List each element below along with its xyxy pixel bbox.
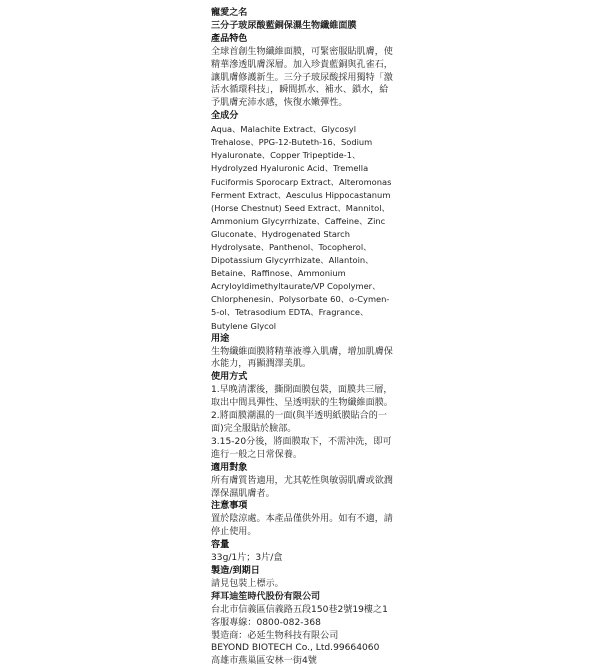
ingredients-text: Aqua、Malachite Extract、Glycosyl Trehalose、PPG-12-Buteth-16、Sodium Hyaluronate、Copper Tripeptide-1、Hydrolyzed Hyaluronic Acid、Tremella Fuciformis Sporocarp Extract、Alteromonas Ferment Extract、Aesculus Hippocastanum (Horse Chestnut) Seed Extract、Mannitol、Ammonium Glycyrrhizate、Caffeine、Zinc Gluconate、Hydrogenated Starch Hydrolysate、Panthenol、Tocopherol、Dipotassium Glycyrrhizate、Allantoin、Betaine、Raffinose、Ammonium Acryloyldimethyltaurate/VP Copolymer、Chlorphenesin、Polysorbate 60、o-Cymen-5-ol、Tetrasodium EDTA、Fragrance、Butylene Glycol bbox=[211, 124, 392, 331]
suitable-heading: 適用對象 bbox=[211, 462, 248, 473]
company-address: 台北市信義區信義路五段150巷2號19樓之1 bbox=[211, 604, 388, 615]
manufacturer-address: 高雄市燕巢區安林一街4號 bbox=[211, 656, 317, 667]
features-text: 全球首創生物纖維面膜，可緊密服貼肌膚，使精華滲透肌膚深層。加入珍貴藍銅與孔雀石，讓肌膚修護新生。三分子玻尿酸採用獨特「激活水循環科技」，瞬間抓水、補水、鎖水，給予肌膚充沛水感，恢復水嫩彈性。 bbox=[211, 46, 393, 109]
manufacturer: 製造商：必延生物科技有限公司 bbox=[211, 630, 339, 641]
caution-heading: 注意事項 bbox=[211, 501, 248, 512]
ingredients-heading: 全成分 bbox=[211, 111, 239, 122]
usage-heading: 用途 bbox=[211, 333, 230, 344]
caution-text: 置於陰涼處。本產品僅供外用。如有不適，請停止使用。 bbox=[211, 514, 393, 538]
manufacturer-english: BEYOND BIOTECH Co., Ltd.99664060 bbox=[211, 643, 380, 654]
directions-step-1: 1.早晚清潔後，撕開面膜包裝，面膜共三層，取出中間具彈性、呈透明狀的生物纖維面膜。 bbox=[211, 385, 393, 409]
suitable-text: 所有膚質皆適用，尤其乾性與敏弱肌膚或欲潤澤保濕肌膚者。 bbox=[211, 475, 393, 499]
directions-heading: 使用方式 bbox=[211, 372, 248, 383]
brand-name: 寵愛之名 bbox=[211, 8, 248, 18]
company-name: 拜耳迪笙時代股份有限公司 bbox=[211, 591, 321, 602]
directions-step-3: 3.15-20分後，將面膜取下，不需沖洗，即可進行一般之日常保養。 bbox=[211, 436, 392, 460]
dates-heading: 製造/到期日 bbox=[211, 565, 260, 576]
capacity-heading: 容量 bbox=[211, 540, 230, 551]
dates-text: 請見包裝上標示。 bbox=[211, 578, 284, 589]
features-heading: 產品特色 bbox=[211, 33, 248, 44]
customer-hotline: 客服專線：0800-082-368 bbox=[211, 617, 321, 628]
directions-step-2: 2.將面膜潮濕的一面(與半透明紙膜貼合的一面)完全服貼於臉部。 bbox=[211, 411, 387, 434]
usage-text: 生物纖維面膜將精華液導入肌膚，增加肌膚保水能力，再顯潤澤美肌。 bbox=[211, 346, 393, 370]
product-label-document bbox=[211, 7, 397, 668]
product-name: 三分子玻尿酸藍銅保濕生物纖維面膜 bbox=[211, 20, 357, 31]
capacity-text: 33g/1片；3片/盒 bbox=[211, 553, 283, 564]
